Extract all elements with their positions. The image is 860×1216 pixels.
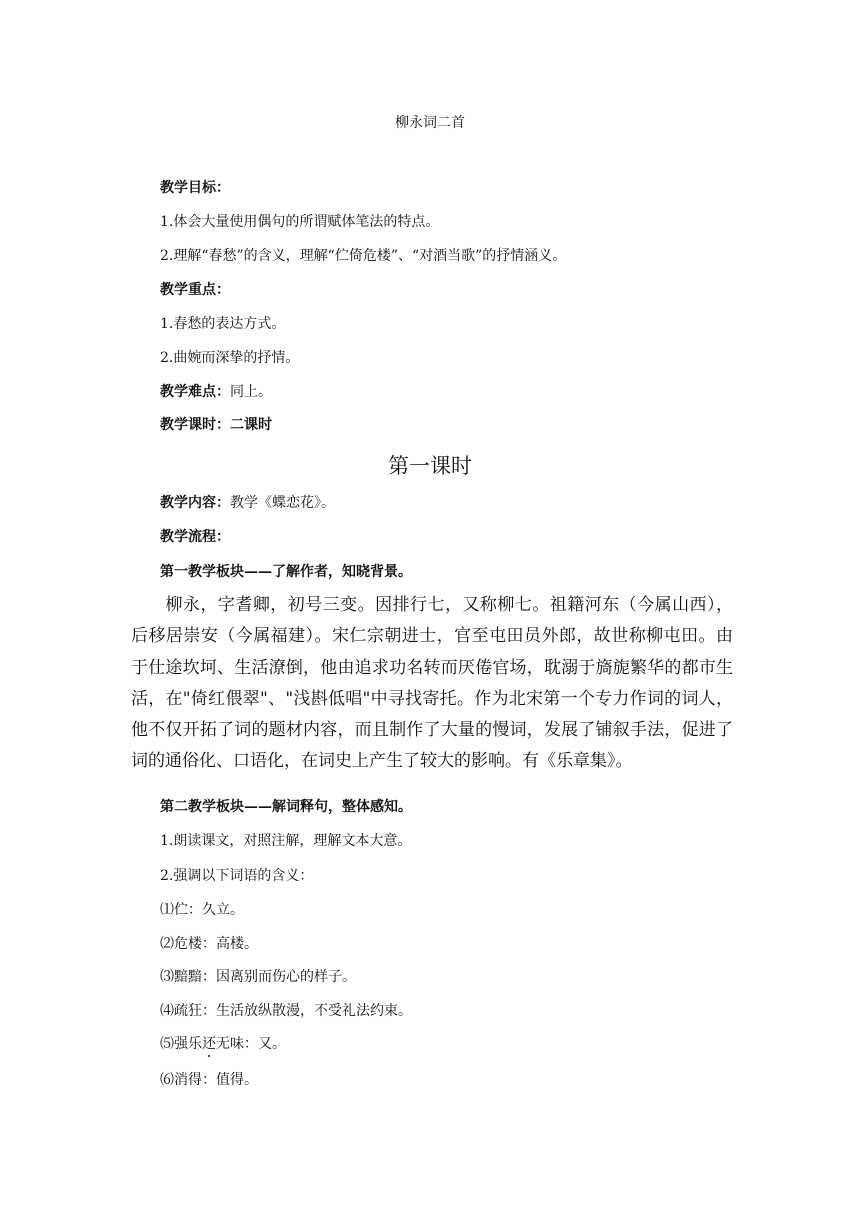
goal-item: 1.体会大量使用偶句的所谓赋体笔法的特点。 [160,214,440,230]
content-label: 教学内容： [160,495,230,511]
author-bio-paragraph [131,590,733,778]
hours-value: 二课时 [230,417,272,433]
term-item: ⑶黯黯：因离别而伤心的样子。 [160,969,356,985]
difficulty-line [160,382,272,402]
term-item: ⑹消得：值得。 [160,1072,258,1088]
key-point-item: 2.曲婉而深挚的抒情。 [160,350,300,366]
author-bio-text: 柳永，字耆卿，初号三变。因排行七，又称柳七。祖籍河东（今属山西），后移居崇安（今属福建）。宋仁宗朝进士，官至屯田员外郎，故世称柳屯田。由于仕途坎坷、生活潦倒，他由追求功名转而厌倦官场，耽溺于旖旎繁华的都市生活，在"倚红偎翠"、"浅斟低唱"中寻找寄托。作为北宋第一个专力作词的词人，他不仅开拓了词的题材内容，而且制作了大量的慢词，发展了铺叙手法，促进了词的通俗化、口语化，在词史上产生了较大的影响。有《乐章集》。 [131,595,733,772]
term-suffix: 无味：又。 [216,1036,286,1052]
section-title: 第一课时 [388,454,472,478]
difficulty-label: 教学难点： [160,384,230,400]
document-title: 柳永词二首 [395,115,465,131]
block2-heading: 第二教学板块——解词释句，整体感知。 [160,799,412,815]
key-points-label: 教学重点： [160,282,230,298]
goals-label: 教学目标： [160,180,230,196]
step-item: 1.朗读课文，对照注解，理解文本大意。 [160,833,412,849]
block1-heading: 第一教学板块——了解作者，知晓背景。 [160,564,412,580]
goal-item: 2.理解“春愁”的含义，理解“伫倚危楼”、“对酒当歌”的抒情涵义。 [160,248,567,264]
term-item [160,1034,286,1054]
hours-line [160,415,272,435]
content-value: 教学《蝶恋花》。 [230,495,335,511]
term-item: ⑴伫：久立。 [160,902,244,918]
hours-label: 教学课时： [160,417,230,433]
difficulty-value: 同上。 [230,384,272,400]
term-prefix: ⑸强乐 [160,1036,202,1052]
term-item: ⑵危楼：高楼。 [160,936,258,952]
content-line [160,493,335,513]
flow-label: 教学流程： [160,529,230,545]
term-item: ⑷疏狂：生活放纵散漫，不受礼法约束。 [160,1003,412,1019]
step-item: 2.强调以下词语的含义： [160,868,314,884]
key-point-item: 1.春愁的表达方式。 [160,316,286,332]
emphasized-character: 还 [202,1036,216,1052]
